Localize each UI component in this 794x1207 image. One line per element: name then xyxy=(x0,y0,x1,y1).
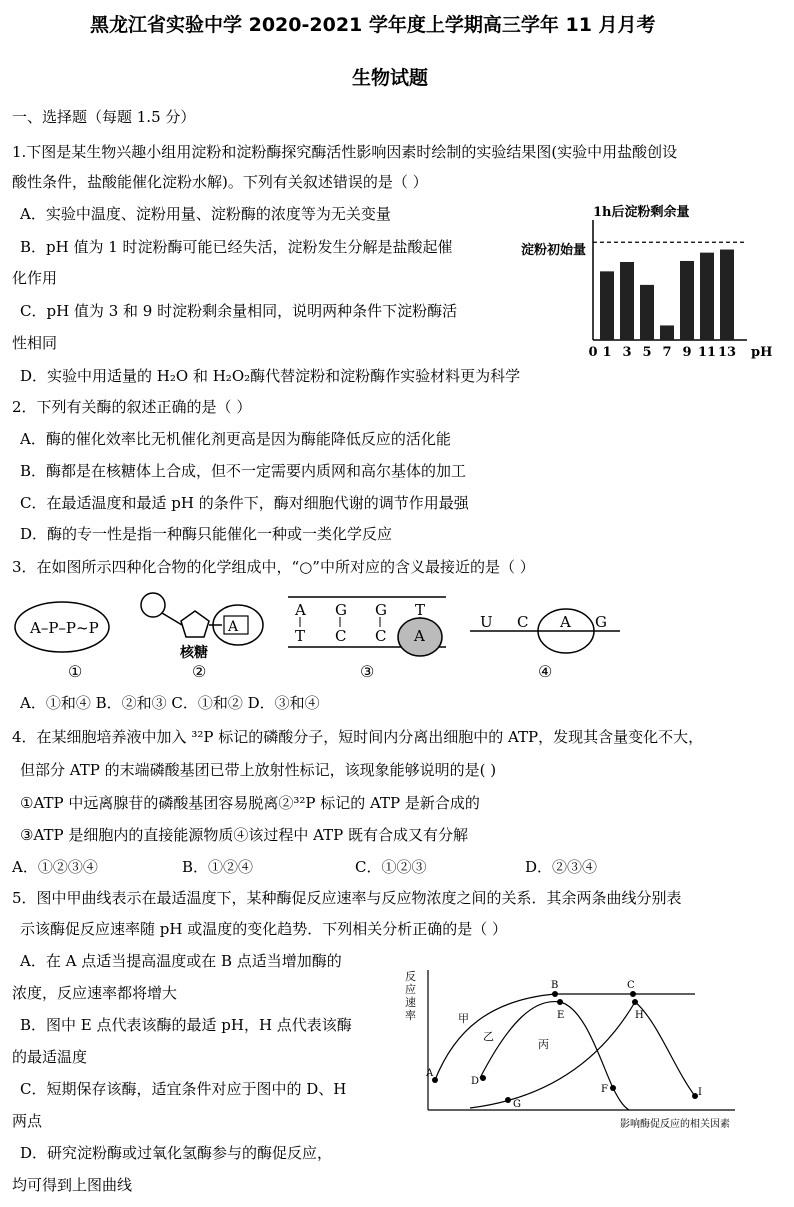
q1-stem-line1: 1.下图是某生物兴趣小组用淀粉和淀粉酶探究酶活性影响因素时绘制的实验结果图(实验中用盐酸创设 xyxy=(12,143,678,161)
point-e xyxy=(557,999,563,1005)
bar-ph-1 xyxy=(600,271,614,340)
q4-stem-line2: 但部分 ATP 的末端磷酸基团已带上放射性标记，该现象能够说明的是( ) xyxy=(20,761,497,779)
q4-option-c: C．①②③ xyxy=(355,858,427,876)
q5-option-d-line1: D．研究淀粉酶或过氧化氢酶参与的酶促反应， xyxy=(20,1144,333,1162)
q1-stem-line2: 酸性条件，盐酸能催化淀粉水解)。下列有关叙述错误的是（ ） xyxy=(12,173,428,191)
q4-statement-2: ③ATP 是细胞内的直接能源物质④该过程中 ATP 既有合成又有分解 xyxy=(20,826,468,844)
x-tick-label: 13 xyxy=(717,345,737,360)
label-f: F xyxy=(601,1084,608,1095)
fig4-base: G xyxy=(595,613,607,631)
curve-bing xyxy=(470,1002,695,1108)
curve-jia xyxy=(435,994,695,1080)
chart-x-axis-label: pH xyxy=(751,345,773,360)
label-bing: 丙 xyxy=(538,1038,549,1051)
fig4-number: ④ xyxy=(538,662,553,681)
q2-option-a: A．酶的催化效率比无机催化剂更高是因为酶能降低反应的活化能 xyxy=(20,430,451,448)
fig1-atp-label: A–P–P~P xyxy=(30,619,99,637)
q3-options: A．①和④ B．②和③ C．①和② D．③和④ xyxy=(20,694,320,712)
x-tick-label: 0 xyxy=(588,345,598,360)
label-yi: 乙 xyxy=(483,1030,494,1043)
q5-enzyme-rate-graph xyxy=(395,960,765,1140)
q2-option-c: C．在最适温度和最适 pH 的条件下，酶对细胞代谢的调节作用最强 xyxy=(20,494,469,512)
q5-option-b-line2: 的最适温度 xyxy=(12,1048,88,1066)
fig3-top-base: A xyxy=(295,601,306,619)
x-tick-label: 5 xyxy=(642,345,652,360)
point-h xyxy=(632,999,638,1005)
fig2-ribose-pentagon xyxy=(181,611,209,637)
q4-option-d: D．②③④ xyxy=(525,858,598,876)
q1-option-c-line2: 性相同 xyxy=(12,334,58,352)
q1-option-d: D．实验中用适量的 H₂O 和 H₂O₂酶代替淀粉和淀粉酶作实验材料更为科学 xyxy=(20,367,521,385)
q1-option-c-line1: C．pH 值为 3 和 9 时淀粉剩余量相同，说明两种条件下淀粉酶活 xyxy=(20,302,458,320)
q5-option-b-line1: B．图中 E 点代表该酶的最适 pH，H 点代表该酶 xyxy=(20,1016,352,1034)
label-e: E xyxy=(557,1010,565,1021)
bar-ph-5 xyxy=(640,285,654,340)
point-g xyxy=(505,1097,511,1103)
q1-option-a: A．实验中温度、淀粉用量、淀粉酶的浓度等为无关变量 xyxy=(20,205,391,223)
q4-option-a: A．①②③④ xyxy=(12,858,98,876)
fig3-number: ③ xyxy=(360,662,375,681)
fig3-top-base: T xyxy=(415,601,426,619)
fig4-base: C xyxy=(517,613,529,631)
fig4-base: A xyxy=(560,613,571,631)
q5-option-d-line2: 均可得到上图曲线 xyxy=(12,1176,133,1194)
fig1-number: ① xyxy=(68,662,83,681)
chart-title: 1h后淀粉剩余量 xyxy=(593,205,690,220)
label-i: I xyxy=(698,1087,702,1098)
q5-option-c-line1: C．短期保存该酶，适宜条件对应于图中的 D、H xyxy=(20,1080,347,1098)
q2-option-d: D．酶的专一性是指一种酶只能催化一种或一类化学反应 xyxy=(20,525,393,543)
x-tick-label: 1 xyxy=(602,345,612,360)
q2-stem: 2．下列有关酶的叙述正确的是（ ） xyxy=(12,398,252,416)
q3-compounds-figure xyxy=(10,585,640,685)
fig2-base-label: A xyxy=(228,619,239,635)
exam-subtitle: 生物试题 xyxy=(352,67,429,89)
label-jia: 甲 xyxy=(458,1012,469,1025)
q5-y-label-4: 率 xyxy=(405,1009,416,1022)
q5-y-label-1: 反 xyxy=(405,970,416,983)
label-h: H xyxy=(635,1010,644,1021)
q5-option-c-line2: 两点 xyxy=(12,1112,43,1130)
starch-bar-chart xyxy=(515,198,785,363)
q4-stem-line1: 4．在某细胞培养液中加入 ³²P 标记的磷酸分子，短时间内分离出细胞中的 ATP，发现其含量变化不大， xyxy=(12,728,704,746)
exam-title: 黑龙江省实验中学 2020-2021 学年度上学期高三学年 11 月月考 xyxy=(90,14,656,36)
q2-option-b: B．酶都是在核糖体上合成，但不一定需要内质网和高尔基体的加工 xyxy=(20,462,467,480)
q1-option-b-line1: B．pH 值为 1 时淀粉酶可能已经失活，淀粉发生分解是盐酸起催 xyxy=(20,238,453,256)
q5-stem-line2: 示该酶促反应速率随 pH 或温度的变化趋势．下列相关分析正确的是（ ） xyxy=(20,920,507,938)
fig3-bottom-base: C xyxy=(375,627,387,645)
bar-ph-9 xyxy=(680,261,694,340)
point-d xyxy=(480,1075,486,1081)
section-heading: 一、选择题（每题 1.5 分） xyxy=(12,108,196,126)
label-b: B xyxy=(551,980,559,991)
q1-option-b-line2: 化作用 xyxy=(12,269,58,287)
fig3-top-base: G xyxy=(375,601,387,619)
label-a: A xyxy=(426,1068,434,1079)
x-tick-label: 9 xyxy=(682,345,692,360)
x-tick-label: 7 xyxy=(662,345,672,360)
q5-stem-line1: 5．图中甲曲线表示在最适温度下，某种酶促反应速率与反应物浓度之间的关系．其余两条曲线分别表 xyxy=(12,889,682,907)
chart-reference-label: 淀粉初始量 xyxy=(521,243,587,258)
bar-ph-13 xyxy=(720,250,734,340)
label-c: C xyxy=(627,980,635,991)
label-d: D xyxy=(471,1076,480,1087)
q3-stem: 3．在如图所示四种化合物的化学组成中，“○”中所对应的含义最接近的是（ ） xyxy=(12,558,535,576)
bar-ph-7 xyxy=(660,325,674,340)
bar-ph-3 xyxy=(620,262,634,340)
fig2-bond xyxy=(162,613,182,625)
fig3-bottom-base: A xyxy=(414,627,425,645)
x-tick-label: 3 xyxy=(622,345,632,360)
point-b xyxy=(552,991,558,997)
q4-statement-1: ①ATP 中远离腺苷的磷酸基团容易脱离②³²P 标记的 ATP 是新合成的 xyxy=(20,794,480,812)
fig3-bottom-base: C xyxy=(335,627,347,645)
point-c xyxy=(630,991,636,997)
q5-option-a-line2: 浓度，反应速率都将增大 xyxy=(12,984,178,1002)
label-g: G xyxy=(513,1099,521,1110)
q5-option-a-line1: A．在 A 点适当提高温度或在 B 点适当增加酶的 xyxy=(20,952,342,970)
point-f xyxy=(610,1085,616,1091)
fig3-bottom-base: T xyxy=(295,627,306,645)
bar-ph-11 xyxy=(700,253,714,340)
fig2-number: ② xyxy=(192,662,207,681)
fig3-top-base: G xyxy=(335,601,347,619)
fig4-base: U xyxy=(480,613,493,631)
x-tick-label: 11 xyxy=(697,345,717,360)
q5-y-label-2: 应 xyxy=(405,983,416,996)
fig2-ribose-label: 核糖 xyxy=(180,645,208,661)
q4-option-b: B．①②④ xyxy=(182,858,254,876)
fig2-phosphate-circle xyxy=(141,593,165,617)
q5-x-label: 影响酶促反应的相关因素 xyxy=(620,1119,730,1130)
q5-y-label-3: 速 xyxy=(405,996,416,1009)
